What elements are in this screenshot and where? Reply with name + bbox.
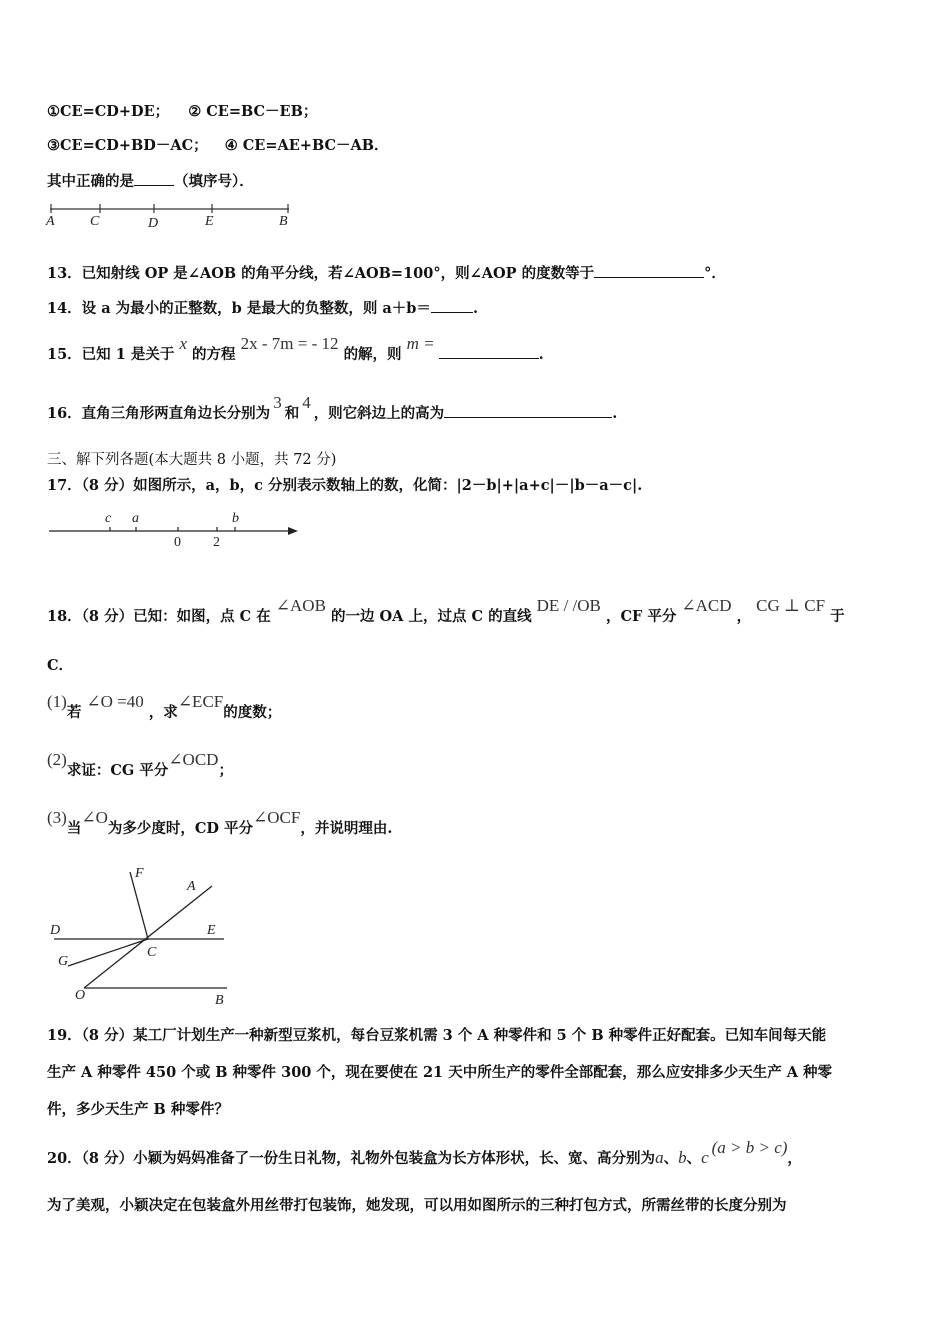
q16: [47, 393, 618, 424]
label-d: D: [148, 216, 159, 231]
q18-stem: [47, 596, 845, 627]
q13-answer-blank: [594, 263, 704, 278]
q18-sub1-angle-o: ∠O =40: [86, 692, 144, 711]
q16-tail: .: [612, 405, 618, 422]
label-c: c: [105, 511, 112, 526]
q20-p1: 20．（8 分）小颖为妈妈准备了一份生日礼物，礼物外包装盒为长方体形状，长、宽、高分别为: [47, 1150, 656, 1167]
q20-var-b: b: [678, 1148, 687, 1167]
q18-sub2: [47, 750, 233, 781]
q15-tail: .: [538, 346, 544, 363]
q13-tail: °．: [704, 265, 726, 282]
q18-sub3-c: ，并说明理由.: [300, 820, 393, 837]
q20-sep1: 、: [663, 1150, 679, 1167]
q20-var-c: c: [701, 1148, 709, 1167]
q19-line1: 19．（8 分）某工厂计划生产一种新型豆浆机，每台豆浆机需 3 个 A 种零件和 5 个 B 种零件正好配套。已知车间每天能: [47, 1027, 827, 1044]
label-c: C: [90, 214, 100, 229]
q20-line1: [47, 1138, 802, 1169]
q18-p4: ，: [736, 608, 752, 625]
q12-ask: 其中正确的是: [47, 173, 134, 190]
q16-answer-blank: [444, 403, 612, 418]
label-c: C: [147, 945, 157, 960]
q13: [47, 263, 726, 284]
label-a: A: [46, 214, 55, 229]
q18-sub1: [47, 692, 282, 723]
q12-answer-blank: [134, 171, 174, 186]
q18-sub1-b: ，求: [148, 704, 178, 721]
label-d: D: [50, 923, 61, 938]
q15-p2: 的方程: [192, 346, 236, 363]
q13-text: 13．已知射线 OP 是∠AOB 的角平分线，若∠AOB=100°，则∠AOP 的度数等于: [47, 265, 595, 282]
q12-segment-figure: [44, 200, 304, 230]
q20-var-a: a: [655, 1148, 664, 1167]
q12-question: [47, 171, 254, 192]
q18-sub1-num: (1): [47, 692, 67, 711]
ray-cg: [68, 939, 148, 966]
q18-sub3-a: 当: [66, 820, 82, 837]
q12-line1: [47, 102, 317, 122]
q14: [47, 298, 478, 319]
q15-var-m: m =: [406, 334, 435, 353]
q20-condition: (a > b > c): [711, 1138, 788, 1157]
label-b: B: [279, 214, 288, 229]
q14-answer-blank: [431, 298, 473, 313]
label-0: 0: [174, 535, 181, 550]
q17: 17．（8 分）如图所示，a，b，c 分别表示数轴上的数，化简：|2－b|+|a+c|－|b－a－c|.: [47, 477, 643, 494]
q15-var-x: x: [179, 334, 187, 353]
label-b: b: [232, 511, 239, 526]
q18-sub2-angle-ocd: ∠OCD: [168, 750, 219, 769]
q12-option4: ④ CE=AE+BC－AB．: [224, 137, 389, 154]
q12-line2: [47, 136, 389, 156]
ray-cf: [130, 872, 148, 939]
label-g: G: [58, 954, 69, 969]
q18-angle-acd: ∠ACD: [681, 596, 732, 615]
label-2: 2: [213, 535, 220, 550]
q18-sub2-a: 求证：CG 平分: [66, 762, 169, 779]
q19-line2: 生产 A 种零件 450 个或 B 种零件 300 个，现在要使在 21 天中所生产的零件全部配套，那么应安排多少天生产 A 种零: [47, 1064, 833, 1081]
q16-p2: 和: [284, 405, 300, 422]
q18-p5: 于: [830, 608, 845, 625]
q18-parallel: DE / /OB: [536, 596, 601, 615]
q20-line2: 为了美观，小颖决定在包装盒外用丝带打包装饰，她发现，可以用如图所示的三种打包方式，所需丝带的长度分别为: [47, 1197, 787, 1214]
q16-p3: ，则它斜边上的高为: [313, 405, 445, 422]
q18-perp: CG ⊥ CF: [756, 596, 826, 615]
q12-ask-tail: （填序号）．: [174, 173, 254, 190]
q18-sub1-a: 若: [66, 704, 82, 721]
q12-option1: ①CE=CD+DE；: [47, 103, 170, 120]
label-o: O: [75, 988, 86, 1003]
q15-p3: 的解，则: [343, 346, 402, 363]
q15-answer-blank: [439, 344, 539, 359]
q18-sub3-angle-ocf: ∠OCF: [253, 808, 301, 827]
q18-sub3-angle-o: ∠O: [81, 808, 108, 827]
q12-option3: ③CE=CD+BD－AC；: [47, 137, 208, 154]
q15-p1: 15．已知 1 是关于: [47, 346, 175, 363]
q14-tail: .: [472, 300, 478, 317]
q18-p3: ，CF 平分: [605, 608, 677, 625]
q15: [47, 334, 544, 365]
q18-sub3-num: (3): [47, 808, 67, 827]
q14-text: 14．设 a 为最小的正整数，b 是最大的负整数，则 a＋b＝: [47, 300, 431, 317]
q18-sub2-num: (2): [47, 750, 67, 769]
axis-arrow: [288, 527, 298, 535]
label-f: F: [135, 866, 144, 881]
q18-p1: 18．（8 分）已知：如图，点 C 在: [47, 608, 271, 625]
label-e: E: [205, 214, 214, 229]
q12-option2: ② CE=BC－EB；: [188, 103, 318, 120]
label-a: A: [187, 879, 196, 894]
q17-number-line: [48, 508, 308, 554]
section3-heading: 三、解下列各题(本大题共 8 小题，共 72 分): [47, 452, 337, 468]
q18-p2: 的一边 OA 上，过点 C 的直线: [330, 608, 532, 625]
label-a: a: [132, 511, 139, 526]
q16-leg-b: 4: [302, 393, 311, 412]
q18-sub2-b: ；: [218, 762, 233, 779]
q20-sep2: 、: [686, 1150, 702, 1167]
q18-sub3-b: 为多少度时，CD 平分: [107, 820, 254, 837]
q18-stem-cont: C．: [47, 657, 74, 674]
q18-angle-aob: ∠AOB: [275, 596, 326, 615]
q16-p1: 16．直角三角形两直角边长分别为: [47, 405, 271, 422]
q16-leg-a: 3: [273, 393, 282, 412]
q18-figure: [44, 862, 244, 1012]
label-e: E: [207, 923, 216, 938]
q15-equation: 2x - 7m = - 12: [240, 334, 339, 353]
label-b: B: [215, 993, 224, 1008]
q18-sub1-c: 的度数；: [223, 704, 282, 721]
q18-sub3: [47, 808, 393, 839]
q19-line3: 件，多少天生产 B 种零件？: [47, 1101, 229, 1118]
q18-sub1-angle-ecf: ∠ECF: [177, 692, 224, 711]
q20-p2: ，: [787, 1150, 802, 1167]
